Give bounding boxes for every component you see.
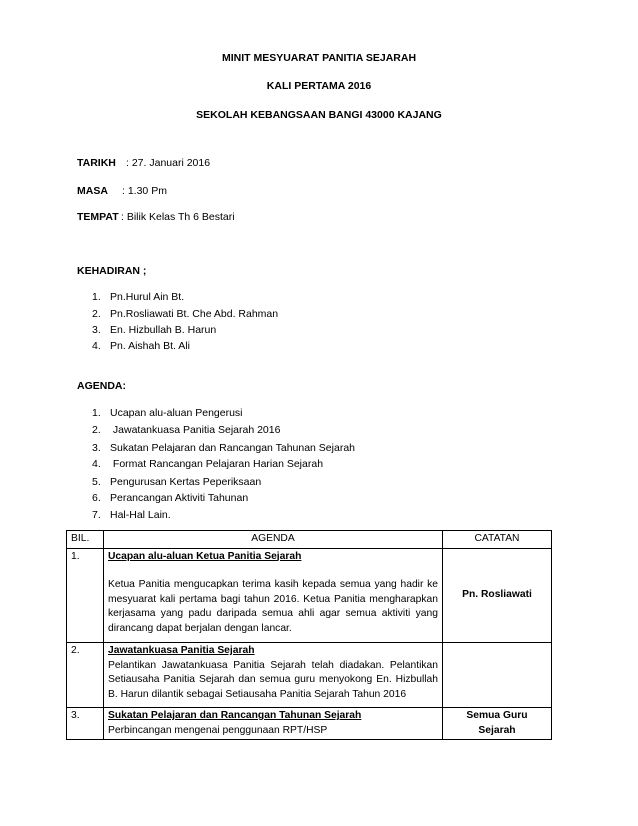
row-bil: 1.	[67, 548, 104, 643]
school-name: SEKOLAH KEBANGSAAN BANGI 43000 KAJANG	[196, 109, 442, 121]
row-body: Pelantikan Jawatankuasa Panitia Sejarah telah diadakan. Pelantikan Setiausaha Panitia Sejarah dan semua guru menyokong En. Hizbullah B. Harun dilantik sebagai Setiausaha Panitia Sejarah Tahun 2016	[108, 659, 438, 700]
header-catatan: CATATAN	[443, 531, 552, 549]
document-subtitle: KALI PERTAMA 2016	[266, 80, 372, 92]
agenda-table	[66, 530, 552, 740]
row-bil: 2.	[67, 643, 104, 708]
row-body: Ketua Panitia mengucapkan terima kasih kepada semua yang hadir ke mesyuarat kali pertama bagi tahun 2016. Ketua Panitia mengharapkan kerjasama yang padu daripada semua ahli agar semua aktiviti yang dirancang dapat berjalan dengan lancar.	[108, 579, 438, 634]
row-bil: 3.	[67, 708, 104, 740]
list-item: 5. Pengurusan Kertas Peperiksaan	[92, 476, 262, 488]
row-title: Jawatankuasa Panitia Sejarah	[108, 645, 255, 656]
kehadiran-heading: KEHADIRAN ;	[77, 265, 147, 277]
list-item: 7. Hal-Hal Lain.	[92, 509, 171, 521]
row-agenda	[104, 708, 443, 740]
row-title: Ucapan alu-aluan Ketua Panitia Sejarah	[108, 550, 302, 562]
row-body: Perbincangan mengenai penggunaan RPT/HSP	[108, 724, 328, 736]
row-title: Sukatan Pelajaran dan Rancangan Tahunan Sejarah	[108, 710, 362, 721]
tempat-label: TEMPAT	[77, 211, 119, 223]
row-agenda	[104, 643, 443, 708]
tarikh-value: : 27. Januari 2016	[126, 157, 211, 169]
list-item: 4. Pn. Aishah Bt. Ali	[92, 340, 190, 352]
tempat-value: : Bilik Kelas Th 6 Bestari	[121, 211, 235, 223]
list-item: 3. En. Hizbullah B. Harun	[92, 324, 217, 336]
masa-label: MASA	[77, 185, 108, 197]
row-catatan	[443, 643, 552, 708]
header-agenda: AGENDA	[104, 531, 443, 549]
row-catatan: Semua Guru Sejarah	[443, 708, 552, 740]
table-row	[67, 548, 552, 643]
row-catatan: Pn. Rosliawati	[443, 548, 552, 643]
list-item: 2. Jawatankuasa Panitia Sejarah 2016	[92, 424, 281, 436]
list-item: 1. Pn.Hurul Ain Bt.	[92, 291, 185, 303]
list-item: 4. Format Rancangan Pelajaran Harian Sejarah	[92, 458, 324, 470]
row-agenda	[104, 548, 443, 643]
document-title: MINIT MESYUARAT PANITIA SEJARAH	[221, 52, 417, 64]
table-row	[67, 708, 552, 740]
header-bil: BIL.	[67, 531, 104, 549]
table-row	[67, 643, 552, 708]
list-item: 2. Pn.Rosliawati Bt. Che Abd. Rahman	[92, 308, 279, 320]
list-item: 6. Perancangan Aktiviti Tahunan	[92, 492, 249, 504]
table-header-row	[67, 531, 552, 549]
list-item: 1. Ucapan alu-aluan Pengerusi	[92, 407, 243, 419]
agenda-heading: AGENDA:	[77, 380, 126, 392]
masa-value: : 1.30 Pm	[122, 185, 167, 197]
tarikh-label: TARIKH	[77, 157, 116, 169]
list-item: 3. Sukatan Pelajaran dan Rancangan Tahunan Sejarah	[92, 442, 355, 454]
